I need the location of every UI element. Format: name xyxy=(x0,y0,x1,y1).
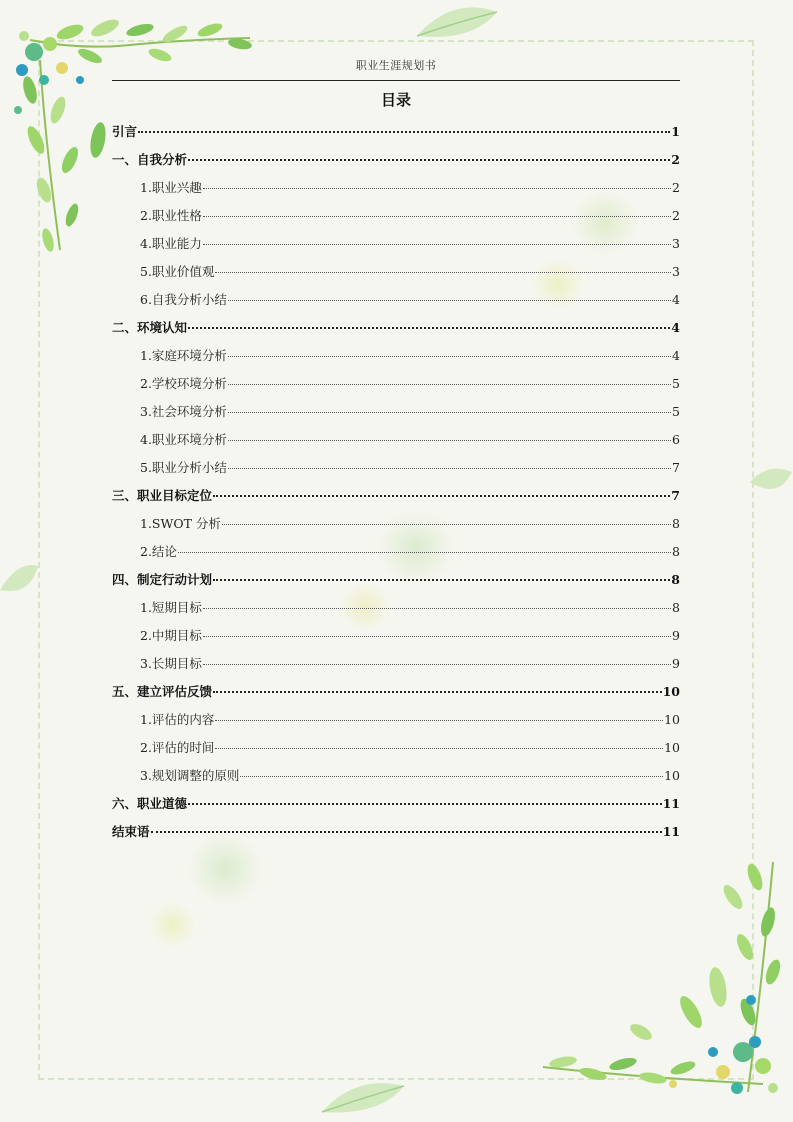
toc-dot-leader xyxy=(228,459,671,469)
toc-dot-leader xyxy=(203,207,671,217)
toc-entry-page-number: 2 xyxy=(672,208,680,223)
toc-entry-label: 2.职业性格 xyxy=(140,208,202,223)
toc-dot-leader xyxy=(213,570,670,581)
toc-dot-leader xyxy=(151,822,662,833)
toc-entry-page-number: 5 xyxy=(672,404,680,419)
toc-entry-page-number: 7 xyxy=(671,488,680,503)
toc-section-entry[interactable] xyxy=(112,454,680,482)
leaf-icon xyxy=(748,462,793,502)
toc-entry-page-number: 2 xyxy=(671,152,680,167)
toc-dot-leader xyxy=(228,291,671,301)
toc-dot-leader xyxy=(228,347,671,357)
toc-entry-page-number: 4 xyxy=(672,292,680,307)
toc-entry-label: 4.职业环境分析 xyxy=(140,432,227,447)
toc-dot-leader xyxy=(240,767,663,777)
toc-dot-leader xyxy=(203,235,671,245)
toc-entry-label: 1.评估的内容 xyxy=(140,712,215,727)
leaf-icon xyxy=(0,560,40,604)
toc-section-entry[interactable] xyxy=(112,230,680,258)
toc-dot-leader xyxy=(228,403,671,413)
toc-section-entry[interactable] xyxy=(112,174,680,202)
toc-dot-leader xyxy=(188,318,670,329)
toc-entry-label: 3.规划调整的原则 xyxy=(140,768,240,783)
toc-dot-leader xyxy=(215,739,663,749)
toc-section-entry[interactable] xyxy=(112,286,680,314)
toc-entry-label: 2.学校环境分析 xyxy=(140,376,227,391)
toc-entry-page-number: 1 xyxy=(671,124,680,139)
toc-entry-page-number: 10 xyxy=(664,712,680,727)
toc-entry-page-number: 5 xyxy=(672,376,680,391)
toc-entry-label: 二、环境认知 xyxy=(112,320,188,335)
toc-chapter-entry[interactable] xyxy=(112,482,680,510)
toc-dot-leader xyxy=(222,515,671,525)
toc-entry-label: 3.长期目标 xyxy=(140,656,202,671)
page-header: 职业生涯规划书 xyxy=(355,59,437,72)
toc-entry-label: 4.职业能力 xyxy=(140,236,202,251)
toc-entry-label: 1.家庭环境分析 xyxy=(140,348,227,363)
toc-title: 目录 xyxy=(380,91,411,109)
toc-dot-leader xyxy=(203,655,671,665)
toc-section-entry[interactable] xyxy=(112,342,680,370)
toc-chapter-entry[interactable] xyxy=(112,790,680,818)
toc-section-entry[interactable] xyxy=(112,510,680,538)
toc-entry-page-number: 2 xyxy=(672,180,680,195)
toc-dot-leader xyxy=(203,599,671,609)
toc-entry-page-number: 3 xyxy=(672,264,680,279)
toc-entry-page-number: 11 xyxy=(662,796,680,811)
toc-entry-page-number: 7 xyxy=(672,460,680,475)
toc-entry-label: 1.职业兴趣 xyxy=(140,180,202,195)
toc-entry-page-number: 3 xyxy=(672,236,680,251)
toc-section-entry[interactable] xyxy=(112,370,680,398)
toc-entry-label: 2.中期目标 xyxy=(140,628,202,643)
toc-entry-label: 5.职业分析小结 xyxy=(140,460,227,475)
toc-dot-leader xyxy=(203,627,671,637)
toc-section-entry[interactable] xyxy=(112,650,680,678)
toc-dot-leader xyxy=(228,431,671,441)
toc-entry-label: 三、职业目标定位 xyxy=(112,488,213,503)
toc-dot-leader xyxy=(215,711,663,721)
toc-entry-label: 五、建立评估反馈 xyxy=(112,684,213,699)
toc-dot-leader xyxy=(213,486,670,497)
toc-entry-label: 3.社会环境分析 xyxy=(140,404,227,419)
toc-chapter-entry[interactable] xyxy=(112,566,680,594)
leaf-icon xyxy=(318,1076,408,1116)
toc-entry-label: 四、制定行动计划 xyxy=(112,572,213,587)
toc-entry-label: 一、自我分析 xyxy=(112,152,188,167)
toc-entry-label: 5.职业价值观 xyxy=(140,264,215,279)
toc-dot-leader xyxy=(138,122,670,133)
toc-entry-page-number: 8 xyxy=(672,516,680,531)
toc-section-entry[interactable] xyxy=(112,762,680,790)
toc-entry-page-number: 8 xyxy=(672,600,680,615)
toc-entry-label: 2.评估的时间 xyxy=(140,740,215,755)
toc-section-entry[interactable] xyxy=(112,426,680,454)
toc-entry-page-number: 4 xyxy=(671,320,680,335)
toc-entry-label: 1.SWOT 分析 xyxy=(140,516,221,531)
leaf-icon xyxy=(412,4,502,40)
toc-dot-leader xyxy=(215,263,671,273)
toc-entry-page-number: 8 xyxy=(671,572,680,587)
header-rule xyxy=(112,80,680,81)
toc-entry-page-number: 9 xyxy=(672,628,680,643)
toc-dot-leader xyxy=(188,794,662,805)
toc-chapter-entry[interactable] xyxy=(112,118,680,146)
toc-dot-leader xyxy=(203,179,671,189)
toc-entry-label: 6.自我分析小结 xyxy=(140,292,227,307)
toc-entry-page-number: 10 xyxy=(662,684,680,699)
toc-section-entry[interactable] xyxy=(112,706,680,734)
toc-entry-page-number: 6 xyxy=(672,432,680,447)
toc-entry-page-number: 9 xyxy=(672,656,680,671)
toc-entry-label: 六、职业道德 xyxy=(112,796,188,811)
toc-section-entry[interactable] xyxy=(112,398,680,426)
toc-section-entry[interactable] xyxy=(112,202,680,230)
toc-dot-leader xyxy=(188,150,670,161)
toc-entry-label: 2.结论 xyxy=(140,544,177,559)
toc-entry-page-number: 8 xyxy=(672,544,680,559)
toc-section-entry[interactable] xyxy=(112,258,680,286)
table-of-contents xyxy=(112,118,680,846)
toc-chapter-entry[interactable] xyxy=(112,146,680,174)
toc-section-entry[interactable] xyxy=(112,594,680,622)
toc-dot-leader xyxy=(213,682,662,693)
toc-section-entry[interactable] xyxy=(112,538,680,566)
toc-entry-page-number: 4 xyxy=(672,348,680,363)
toc-entry-label: 结束语 xyxy=(112,824,150,839)
toc-entry-page-number: 11 xyxy=(662,824,680,839)
toc-chapter-entry[interactable] xyxy=(112,818,680,846)
toc-dot-leader xyxy=(228,375,671,385)
toc-dot-leader xyxy=(178,543,671,553)
toc-chapter-entry[interactable] xyxy=(112,678,680,706)
toc-chapter-entry[interactable] xyxy=(112,314,680,342)
toc-entry-label: 引言 xyxy=(112,124,138,139)
toc-section-entry[interactable] xyxy=(112,734,680,762)
toc-entry-page-number: 10 xyxy=(664,768,680,783)
toc-entry-page-number: 10 xyxy=(664,740,680,755)
toc-section-entry[interactable] xyxy=(112,622,680,650)
toc-entry-label: 1.短期目标 xyxy=(140,600,202,615)
